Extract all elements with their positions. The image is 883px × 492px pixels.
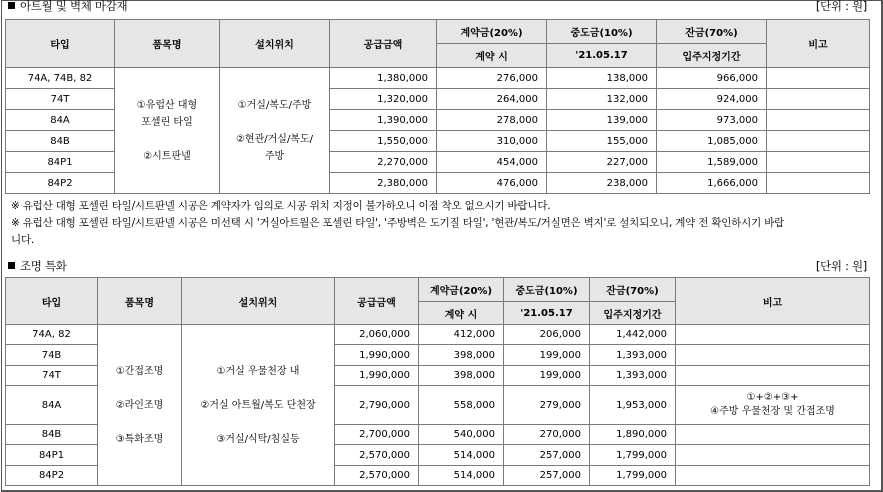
cell-middle: 155,000 <box>547 131 657 152</box>
header-balance-sub: 입주지정기간 <box>657 44 767 68</box>
header-contract: 계약금(20%) <box>419 278 504 302</box>
product-name-cell-line: ②라인조명 <box>115 399 164 411</box>
section2-unit: [단위 : 원] <box>815 259 867 273</box>
header-remark: 비고 <box>676 278 870 325</box>
install-location-cell-line: ③거실/식탁/침실등 <box>216 433 300 445</box>
cell-middle: 199,000 <box>504 366 590 386</box>
header-balance: 잔금(70%) <box>657 20 767 44</box>
cell-remark <box>767 110 870 131</box>
table-row <box>6 68 870 89</box>
cell-remark <box>676 466 870 486</box>
cell-supply: 2,700,000 <box>335 425 419 445</box>
install-location-cell-line <box>182 380 334 397</box>
remark-cell-line: ①+②+③+ <box>746 392 799 403</box>
product-name-cell-line: ③특화조명 <box>115 433 164 445</box>
cell-balance: 966,000 <box>657 68 767 89</box>
cell-balance: 1,589,000 <box>657 152 767 173</box>
cell-type: 84P1 <box>6 445 98 466</box>
cell-balance: 1,799,000 <box>590 466 676 486</box>
header-type: 타입 <box>6 20 115 68</box>
header-middle-sub: '21.05.17 <box>547 44 657 68</box>
cell-supply: 2,570,000 <box>335 466 419 486</box>
header-location: 설치위치 <box>220 20 330 68</box>
product-name-cell-line: ①간접조명 <box>115 365 164 377</box>
cell-balance: 1,393,000 <box>590 345 676 366</box>
cell-remark <box>767 152 870 173</box>
header-product: 품목명 <box>115 20 220 68</box>
product-name-cell <box>98 325 182 486</box>
product-name-cell-line <box>115 131 219 148</box>
cell-type: 84B <box>6 425 98 445</box>
cell-contract: 276,000 <box>437 68 547 89</box>
section1-unit: [단위 : 원] <box>815 0 867 13</box>
cell-type: 84A <box>6 110 115 131</box>
product-name-cell-line: 포셀린 타일 <box>141 116 193 128</box>
cell-contract: 514,000 <box>419 445 504 466</box>
product-name-cell-line <box>98 414 181 431</box>
cell-remark <box>767 68 870 89</box>
lighting-table <box>5 277 870 486</box>
cell-supply: 2,060,000 <box>335 325 419 345</box>
header-remark: 비고 <box>767 20 870 68</box>
section1-title: 아트월 및 벽체 마감재 <box>8 0 127 14</box>
cell-contract: 398,000 <box>419 366 504 386</box>
cell-remark <box>676 425 870 445</box>
cell-balance: 973,000 <box>657 110 767 131</box>
cell-contract: 454,000 <box>437 152 547 173</box>
cell-balance: 1,393,000 <box>590 366 676 386</box>
cell-type: 74A, 82 <box>6 325 98 345</box>
cell-contract: 514,000 <box>419 466 504 486</box>
cell-supply: 2,790,000 <box>335 386 419 425</box>
cell-contract: 412,000 <box>419 325 504 345</box>
cell-remark <box>676 325 870 345</box>
header-middle-sub: '21.05.17 <box>504 302 590 325</box>
install-location-cell-line: ②현관/거실/복도/ <box>235 133 314 145</box>
header-balance-sub: 입주지정기간 <box>590 302 676 325</box>
header-middle: 중도금(10%) <box>504 278 590 302</box>
square-bullet-icon <box>8 262 15 269</box>
cell-balance: 1,085,000 <box>657 131 767 152</box>
cell-type: 74B <box>6 345 98 366</box>
cell-balance: 1,666,000 <box>657 173 767 194</box>
install-location-cell-line: ①거실 우물천장 내 <box>216 365 300 377</box>
remark-cell <box>676 386 870 425</box>
cell-supply: 1,990,000 <box>335 366 419 386</box>
square-bullet-icon <box>8 2 15 9</box>
cell-remark <box>767 173 870 194</box>
cell-contract: 476,000 <box>437 173 547 194</box>
note-2-cont: 니다. <box>11 234 35 246</box>
cell-middle: 257,000 <box>504 445 590 466</box>
cell-type: 84A <box>6 386 98 425</box>
install-location-cell-line: ②거실 아트월/복도 단천장 <box>200 399 316 411</box>
product-name-cell-line <box>98 380 181 397</box>
header-contract: 계약금(20%) <box>437 20 547 44</box>
cell-type: 74A, 74B, 82 <box>6 68 115 89</box>
cell-middle: 199,000 <box>504 345 590 366</box>
section2-title: 조명 특화 <box>8 258 67 274</box>
install-location-cell <box>220 68 330 194</box>
cell-supply: 1,320,000 <box>330 89 437 110</box>
cell-supply: 1,390,000 <box>330 110 437 131</box>
cell-middle: 270,000 <box>504 425 590 445</box>
install-location-cell-line <box>220 114 329 131</box>
cell-balance: 1,953,000 <box>590 386 676 425</box>
header-middle: 중도금(10%) <box>547 20 657 44</box>
cell-middle: 279,000 <box>504 386 590 425</box>
cell-balance: 1,799,000 <box>590 445 676 466</box>
cell-contract: 540,000 <box>419 425 504 445</box>
cell-supply: 1,990,000 <box>335 345 419 366</box>
cell-contract: 558,000 <box>419 386 504 425</box>
cell-remark <box>767 89 870 110</box>
cell-supply: 2,570,000 <box>335 445 419 466</box>
cell-contract: 278,000 <box>437 110 547 131</box>
cell-type: 74T <box>6 89 115 110</box>
cell-type: 84P1 <box>6 152 115 173</box>
note-1: ※ 유럽산 대형 포셀린 타일/시트판넬 시공은 계약자가 임의로 시공 위치 지정이 불가하오니 이점 착오 없으시기 바랍니다. <box>11 200 551 212</box>
cell-supply: 1,550,000 <box>330 131 437 152</box>
header-contract-sub: 계약 시 <box>437 44 547 68</box>
cell-balance: 1,442,000 <box>590 325 676 345</box>
header-balance: 잔금(70%) <box>590 278 676 302</box>
cell-remark <box>676 445 870 466</box>
cell-supply: 2,380,000 <box>330 173 437 194</box>
cell-middle: 257,000 <box>504 466 590 486</box>
cell-middle: 238,000 <box>547 173 657 194</box>
header-contract-sub: 계약 시 <box>419 302 504 325</box>
cell-type: 84P2 <box>6 173 115 194</box>
header-location: 설치위치 <box>182 278 335 325</box>
cell-middle: 206,000 <box>504 325 590 345</box>
note-2: ※ 유럽산 대형 포셀린 타일/시트판넬 시공은 미선택 시 '거실아트월은 포셀린 타일', '주방벽은 도기질 타일', '현관/복도/거실면은 벽지'로 설치되오니, 계약 전 확인하시기 바랍 <box>11 217 785 229</box>
cell-type: 84P2 <box>6 466 98 486</box>
install-location-cell <box>182 325 335 486</box>
product-name-cell-line: ①유럽산 대형 <box>136 99 198 111</box>
header-supply: 공급금액 <box>330 20 437 68</box>
cell-remark <box>676 366 870 386</box>
product-name-cell-line: ②시트판넬 <box>143 150 191 162</box>
cell-type: 74T <box>6 366 98 386</box>
finish-materials-table <box>5 19 870 194</box>
cell-remark <box>676 345 870 366</box>
cell-contract: 398,000 <box>419 345 504 366</box>
header-product: 품목명 <box>98 278 182 325</box>
install-location-cell-line: 주방 <box>264 150 285 162</box>
cell-contract: 264,000 <box>437 89 547 110</box>
cell-middle: 138,000 <box>547 68 657 89</box>
table-row <box>6 325 870 345</box>
cell-contract: 310,000 <box>437 131 547 152</box>
install-location-cell-line: ①거실/복도/주방 <box>237 99 312 111</box>
header-supply: 공급금액 <box>335 278 419 325</box>
cell-type: 84B <box>6 131 115 152</box>
remark-cell-line: ④주방 우물천장 및 간접조명 <box>710 406 835 417</box>
install-location-cell-line <box>182 414 334 431</box>
cell-middle: 227,000 <box>547 152 657 173</box>
product-name-cell <box>115 68 220 194</box>
cell-middle: 132,000 <box>547 89 657 110</box>
cell-supply: 1,380,000 <box>330 68 437 89</box>
cell-middle: 139,000 <box>547 110 657 131</box>
cell-balance: 1,890,000 <box>590 425 676 445</box>
header-type: 타입 <box>6 278 98 325</box>
cell-remark <box>767 131 870 152</box>
cell-balance: 924,000 <box>657 89 767 110</box>
cell-supply: 2,270,000 <box>330 152 437 173</box>
